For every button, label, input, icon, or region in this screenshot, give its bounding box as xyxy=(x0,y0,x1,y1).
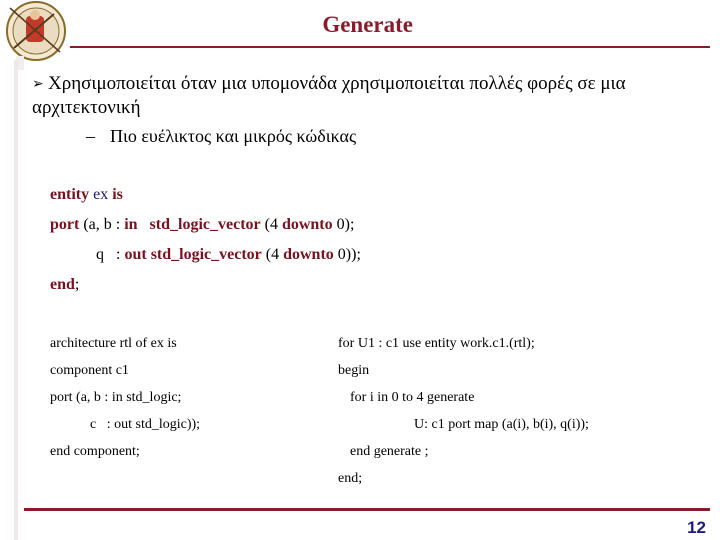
code-keyword: downto xyxy=(281,216,333,233)
code-text: in xyxy=(377,390,389,405)
code-keyword: out xyxy=(124,246,147,263)
arch-left-line-3 xyxy=(50,390,181,406)
code-text: port (a, b : xyxy=(50,390,109,405)
code-text: use entity xyxy=(402,336,457,351)
code-text: ; xyxy=(358,471,363,486)
code-text: 0)); xyxy=(337,246,361,263)
code-text: q xyxy=(96,246,104,263)
code-keyword: is xyxy=(112,186,123,203)
code-text: work.c1.(rtl); xyxy=(460,336,535,351)
code-text: (a, b : xyxy=(83,216,121,233)
code-text: (4 xyxy=(265,246,280,263)
arch-left-line-1 xyxy=(50,336,177,352)
code-keyword: end xyxy=(50,276,75,293)
code-keyword: entity xyxy=(50,186,90,203)
university-seal-icon xyxy=(0,0,70,62)
arrow-bullet-icon: ➢ xyxy=(32,76,44,92)
left-decorative-bar xyxy=(14,60,18,540)
code-text: architecture rtl of ex is xyxy=(50,336,177,351)
arch-left-line-2 xyxy=(50,363,129,379)
code-text: (a(i), b(i), q(i)); xyxy=(501,417,589,432)
arch-right-line-1 xyxy=(338,336,535,352)
arch-right-line-6 xyxy=(338,471,362,487)
code-text: for xyxy=(350,390,367,405)
code-type: std_logic_vector xyxy=(150,246,262,263)
dash-bullet: – xyxy=(86,126,95,146)
code-text: end component; xyxy=(50,444,140,459)
code-keyword: port xyxy=(50,216,80,233)
code-text: port map xyxy=(448,417,499,432)
code-text: generate xyxy=(427,390,475,405)
code-text: : out std_logic)); xyxy=(106,417,201,432)
code-identifier: ex xyxy=(93,186,109,203)
code-text: 0 to 4 xyxy=(391,390,424,405)
slide-title: Generate xyxy=(322,12,413,37)
code-text: i xyxy=(369,390,374,405)
arch-right-line-2 xyxy=(338,363,369,379)
code-keyword: in xyxy=(124,216,138,233)
code-text: end xyxy=(338,471,359,486)
code-text: U: c1 xyxy=(414,417,445,432)
sub-bullet-text: Πιο ευέλικτος και μικρός κώδικας xyxy=(110,126,357,146)
code-text: in std_logic; xyxy=(111,390,182,405)
code-text: component c1 xyxy=(50,363,129,378)
code-text: end generate xyxy=(350,444,422,459)
code-type: std_logic_vector xyxy=(149,216,261,233)
code-line-q xyxy=(96,246,361,264)
code-text: ; xyxy=(424,444,429,459)
code-line-port xyxy=(50,216,354,234)
arch-right-line-5 xyxy=(350,444,429,460)
code-text: begin xyxy=(338,363,370,378)
code-keyword: downto xyxy=(283,246,334,263)
code-text: for xyxy=(338,336,355,351)
arch-right-line-3 xyxy=(350,390,474,406)
code-text: ; xyxy=(74,276,80,293)
main-bullet xyxy=(32,72,702,120)
arch-left-line-5 xyxy=(50,444,140,460)
code-text: (4 xyxy=(264,216,278,233)
code-line-end xyxy=(50,276,79,294)
code-text: : xyxy=(116,246,121,263)
code-line-entity xyxy=(50,186,123,204)
page-number: 12 xyxy=(687,518,706,537)
main-bullet-text: Χρησιμοποιείται όταν μια υπομονάδα χρησιμοποιείται πολλές φορές σε μια αρχιτεκτονική xyxy=(32,73,626,118)
code-text: c xyxy=(90,417,97,432)
arch-left-line-4 xyxy=(90,417,200,433)
title-underline xyxy=(70,46,710,48)
code-text: U1 : c1 xyxy=(357,336,400,351)
code-text: 0); xyxy=(336,216,355,233)
arch-right-line-4 xyxy=(414,417,589,433)
sub-bullet xyxy=(86,126,356,147)
footer-line xyxy=(24,508,710,511)
